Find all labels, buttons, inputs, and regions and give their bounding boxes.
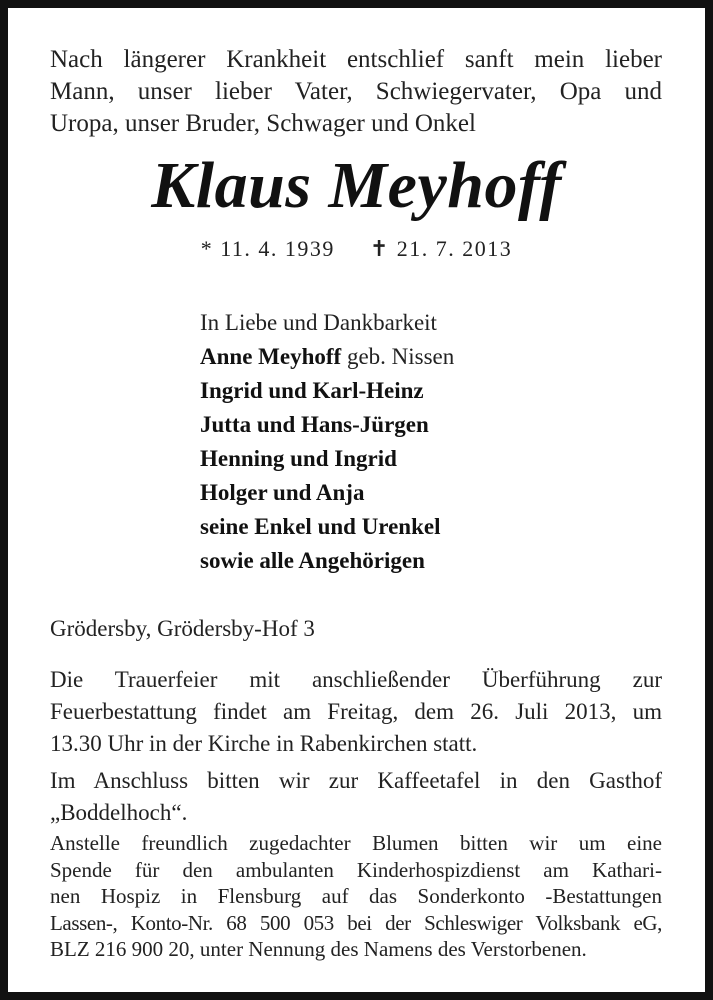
family-member — [200, 476, 454, 510]
life-dates — [8, 236, 705, 262]
reception-line: Im Anschluss bitten wir zur Kaffeetafel in den Gasthof — [50, 768, 662, 793]
donation-line: Anstelle freundlich zugedachter Blumen bitten wir um eine — [50, 831, 662, 855]
family-member-name: Holger und Anja — [200, 480, 365, 505]
family-member — [200, 442, 454, 476]
funeral-info — [50, 664, 662, 760]
funeral-line: Feuerbestattung findet am Freitag, dem 26. Juli 2013, um — [50, 699, 662, 724]
death-date: ✝ 21. 7. 2013 — [369, 236, 513, 261]
obituary-notice — [8, 8, 705, 992]
intro-text — [50, 44, 662, 140]
funeral-line: Die Trauerfeier mit anschließender Überführung zur — [50, 667, 662, 692]
deceased-name: Klaus Meyhoff — [151, 149, 562, 222]
intro-line: Nach längerer Krankheit entschlief sanft mein lieber — [50, 46, 662, 73]
donation-info — [50, 830, 662, 963]
intro-line: Uropa, unser Bruder, Schwager und Onkel — [50, 110, 476, 137]
family-list — [200, 306, 454, 578]
widow-name: Anne Meyhoff — [200, 344, 342, 369]
reception-line: „Boddelhoch“. — [50, 800, 188, 825]
birth-date: * 11. 4. 1939 — [200, 236, 335, 261]
maiden-name: geb. Nissen — [341, 344, 455, 369]
family-member-name: Jutta und Hans-Jürgen — [200, 412, 429, 437]
family-member-name: Henning und Ingrid — [200, 446, 397, 471]
family-member — [200, 340, 454, 374]
reception-info — [50, 765, 662, 829]
donation-line: BLZ 216 900 20, unter Nennung des Namens des Verstorbenen. — [50, 937, 587, 961]
family-member-name: sowie alle Angehörigen — [200, 548, 425, 573]
family-member-name: Ingrid und Karl-Heinz — [200, 378, 424, 403]
family-member — [200, 408, 454, 442]
family-member — [200, 374, 454, 408]
family-member — [200, 544, 454, 578]
intro-line: Mann, unser lieber Vater, Schwiegervater, Opa und — [50, 78, 662, 105]
funeral-line: 13.30 Uhr in der Kirche in Rabenkirchen statt. — [50, 731, 478, 756]
donation-line: nen Hospiz in Flensburg auf das Sonderkonto -Bestattungen — [50, 884, 662, 908]
donation-line: Lassen-, Konto-Nr. 68 500 053 bei der Schleswiger Volksbank eG, — [50, 910, 662, 935]
donation-line: Spende für den ambulanten Kinderhospizdienst am Kathari- — [50, 857, 662, 882]
family-member-name: seine Enkel und Urenkel — [200, 514, 441, 539]
address: Grödersby, Grödersby-Hof 3 — [50, 616, 315, 641]
family-member — [200, 510, 454, 544]
family-heading: In Liebe und Dankbarkeit — [200, 310, 437, 335]
